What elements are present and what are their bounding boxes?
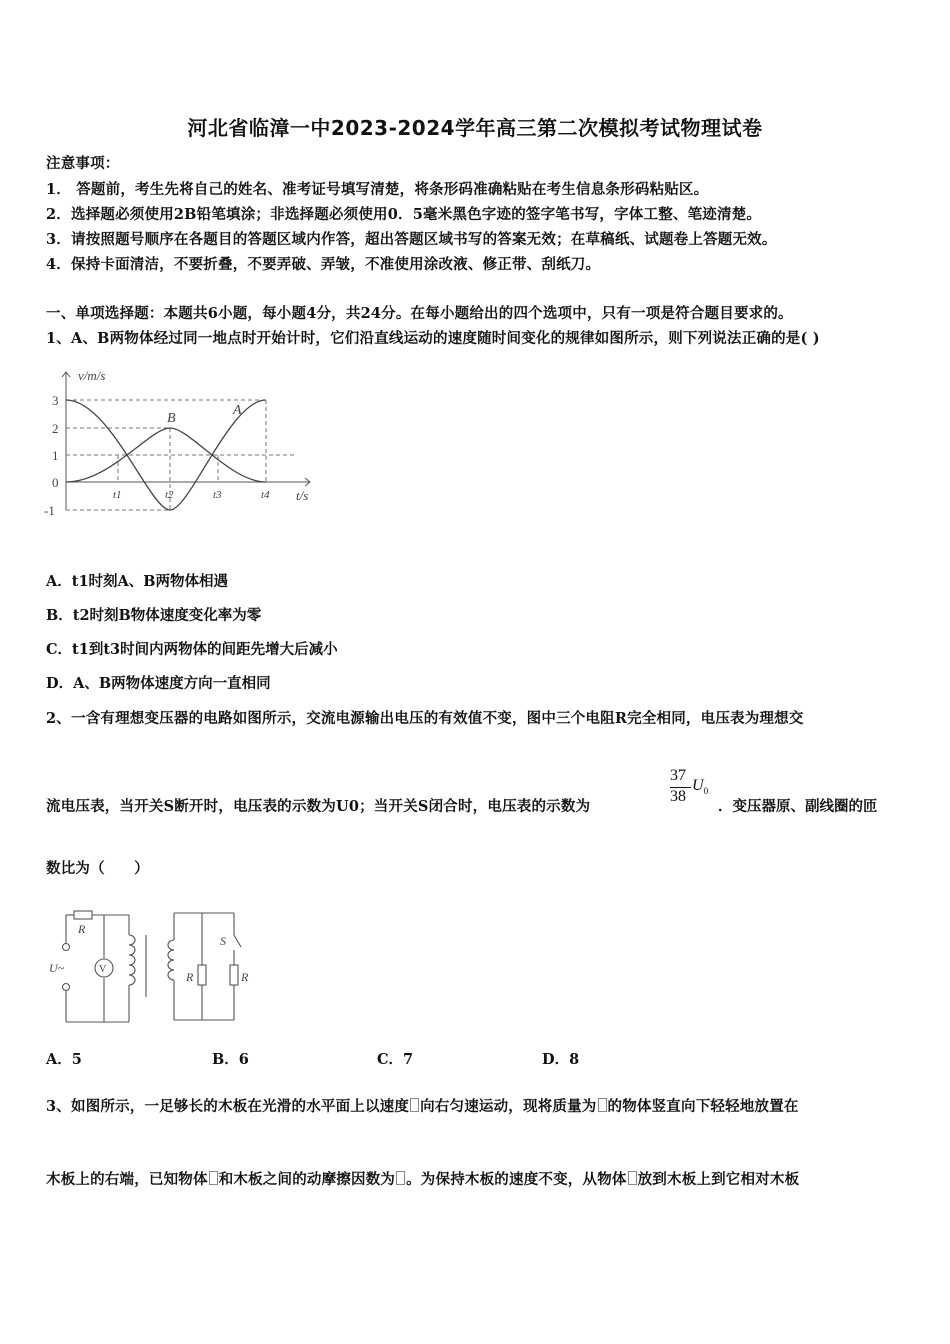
- q1-option-d: D．A、B两物体速度方向一直相同: [46, 675, 271, 692]
- label-r3: R: [241, 970, 249, 984]
- ytick-label: 3: [52, 393, 59, 408]
- xtick-label: t3: [213, 489, 222, 501]
- q2-stem-line3: 数比为（ ）: [46, 860, 149, 877]
- q2-option-c: C．7: [377, 1051, 414, 1068]
- missing-symbol-box: [598, 1098, 607, 1112]
- xtick-label: t1: [113, 489, 122, 501]
- axis-ylabel: v/m/s: [78, 368, 106, 383]
- notice-item-2: 2．选择题必须使用2B铅笔填涂；非选择题必须使用0．5毫米黑色字迹的签字笔书写，字体工整、笔迹清楚。: [46, 206, 762, 223]
- ytick-label: 0: [52, 475, 59, 490]
- fraction-numerator: 37: [670, 767, 686, 784]
- q2-option-b: B．6: [212, 1051, 249, 1068]
- label-r1: R: [78, 922, 86, 936]
- q2-stem-line2b: ．变压器原、副线圈的匝: [718, 798, 878, 815]
- missing-symbol-box: [410, 1098, 419, 1112]
- fraction-variable: $U_0$: [692, 777, 709, 797]
- q2-stem-line1: 2、一含有理想变压器的电路如图所示，交流电源输出电压的有效值不变，图中三个电阻R完全相同，电压表为理想交: [46, 710, 804, 727]
- ytick-label: 2: [52, 421, 59, 436]
- notice-item-1: 1． 答题前，考生先将自己的姓名、准考证号填写清楚，将条形码准确粘贴在考生信息条形码粘贴区。: [46, 181, 709, 198]
- notice-item-4: 4．保持卡面清洁，不要折叠，不要弄破、弄皱，不准使用涂改液、修正带、刮纸刀。: [46, 256, 601, 273]
- q1-vt-graph: [40, 360, 330, 525]
- curve-label-b: B: [167, 411, 176, 426]
- missing-symbol-box: [209, 1171, 218, 1185]
- missing-symbol-box: [628, 1171, 637, 1185]
- q3-stem-line2: 木板上的右端，已知物体 和木板之间的动摩擦因数为 。为保持木板的速度不变，从物体 放到木板上到它相对木板: [46, 1171, 800, 1188]
- page-title: 河北省临漳一中2023-2024学年高三第二次模拟考试物理试卷: [187, 116, 763, 140]
- q2-stem-line2a: 流电压表，当开关S断开时，电压表的示数为U0；当开关S闭合时，电压表的示数为: [46, 798, 591, 815]
- ytick-label: 1: [52, 448, 59, 463]
- missing-symbol-box: [396, 1171, 405, 1185]
- q2-fraction: [668, 765, 712, 811]
- label-r2: R: [186, 970, 194, 984]
- curve-label-a: A: [233, 403, 242, 418]
- q1-stem: 1、A、B两物体经过同一地点时开始计时，它们沿直线运动的速度随时间变化的规律如图所示，则下列说法正确的是( ): [46, 330, 820, 347]
- label-voltmeter: V: [99, 964, 107, 975]
- q3-stem-line1: 3、如图所示，一足够长的木板在光滑的水平面上以速度 向右匀速运动，现将质量为 的物体竖直向下轻轻地放置在: [46, 1098, 799, 1115]
- q1-option-c: C．t1到t3时间内两物体的间距先增大后减小: [46, 641, 338, 658]
- xtick-label: t2: [165, 489, 174, 501]
- label-source: U~: [49, 961, 65, 975]
- q2-option-d: D．8: [542, 1051, 580, 1068]
- xtick-label: t4: [261, 489, 270, 501]
- section-heading: 一、单项选择题：本题共6小题，每小题4分，共24分。在每小题给出的四个选项中，只有一项是符合题目要求的。: [46, 305, 793, 322]
- q1-option-b: B．t2时刻B物体速度变化率为零: [46, 607, 262, 624]
- q1-option-a: A．t1时刻A、B两物体相遇: [46, 573, 229, 590]
- q2-option-a: A．5: [46, 1051, 82, 1068]
- label-switch: S: [220, 934, 226, 948]
- fraction-denominator: 38: [670, 788, 686, 805]
- notice-item-3: 3．请按照题号顺序在各题目的答题区域内作答，超出答题区域书写的答案无效；在草稿纸、试题卷上答题无效。: [46, 231, 777, 248]
- axis-xlabel: t/s: [296, 488, 309, 503]
- notice-heading: 注意事项：: [46, 155, 120, 172]
- ytick-label: -1: [44, 503, 55, 518]
- q2-circuit-diagram: [44, 905, 254, 1030]
